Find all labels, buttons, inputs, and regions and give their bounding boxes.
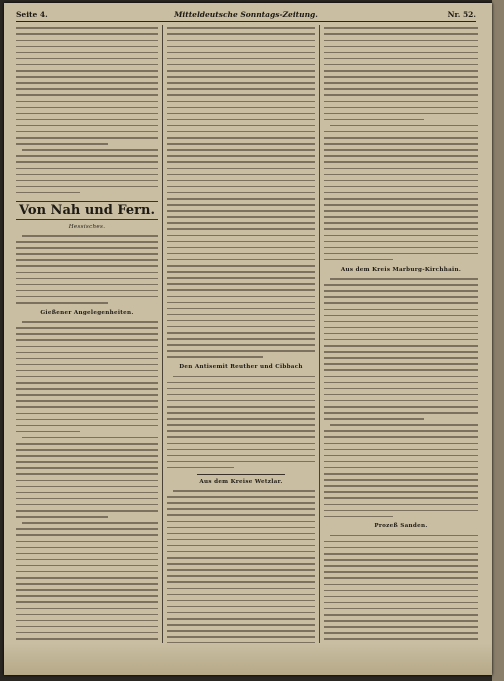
page-header [16,9,476,22]
col1-paragraph-1 [16,233,158,306]
section-title: Von Nah und Fern. [16,201,158,220]
column-2 [167,25,315,665]
subsection-giessen: Gießener Angelegenheiten. [40,309,134,316]
column-rule [162,25,163,665]
subsection-antisemit: Den Antisemit Reuther und Cibbach [179,364,303,371]
col3-paragraph-1 [324,25,478,263]
col1-paragraph-2 [16,319,158,665]
column-1 [16,25,158,665]
col2-paragraph-2 [167,373,315,471]
page-fold-shadow [4,643,492,675]
subsection-wetzlar: Aus dem Kreise Wetzlar. [199,478,283,485]
col3-paragraph-2 [324,276,478,520]
column-3 [324,25,478,665]
newspaper-title: Mitteldeutsche Sonntags-Zeitung. [174,10,318,19]
subsection-hessisches: Hessisches. [68,223,106,230]
col1-intro-text [16,25,158,196]
newspaper-page [4,3,492,675]
adjacent-page-edge [492,0,504,681]
subsection-marburg: Aus dem Kreis Marburg-Kirchhain. [340,266,462,273]
column-rule [319,25,320,665]
col2-paragraph-1 [167,25,315,360]
subsection-prozess: Prozeß Sanden. [374,523,428,530]
issue-number: Nr. 52. [447,10,476,19]
page-number: Seite 4. [16,10,48,19]
col2-paragraph-3 [167,488,315,665]
separator [197,474,285,475]
